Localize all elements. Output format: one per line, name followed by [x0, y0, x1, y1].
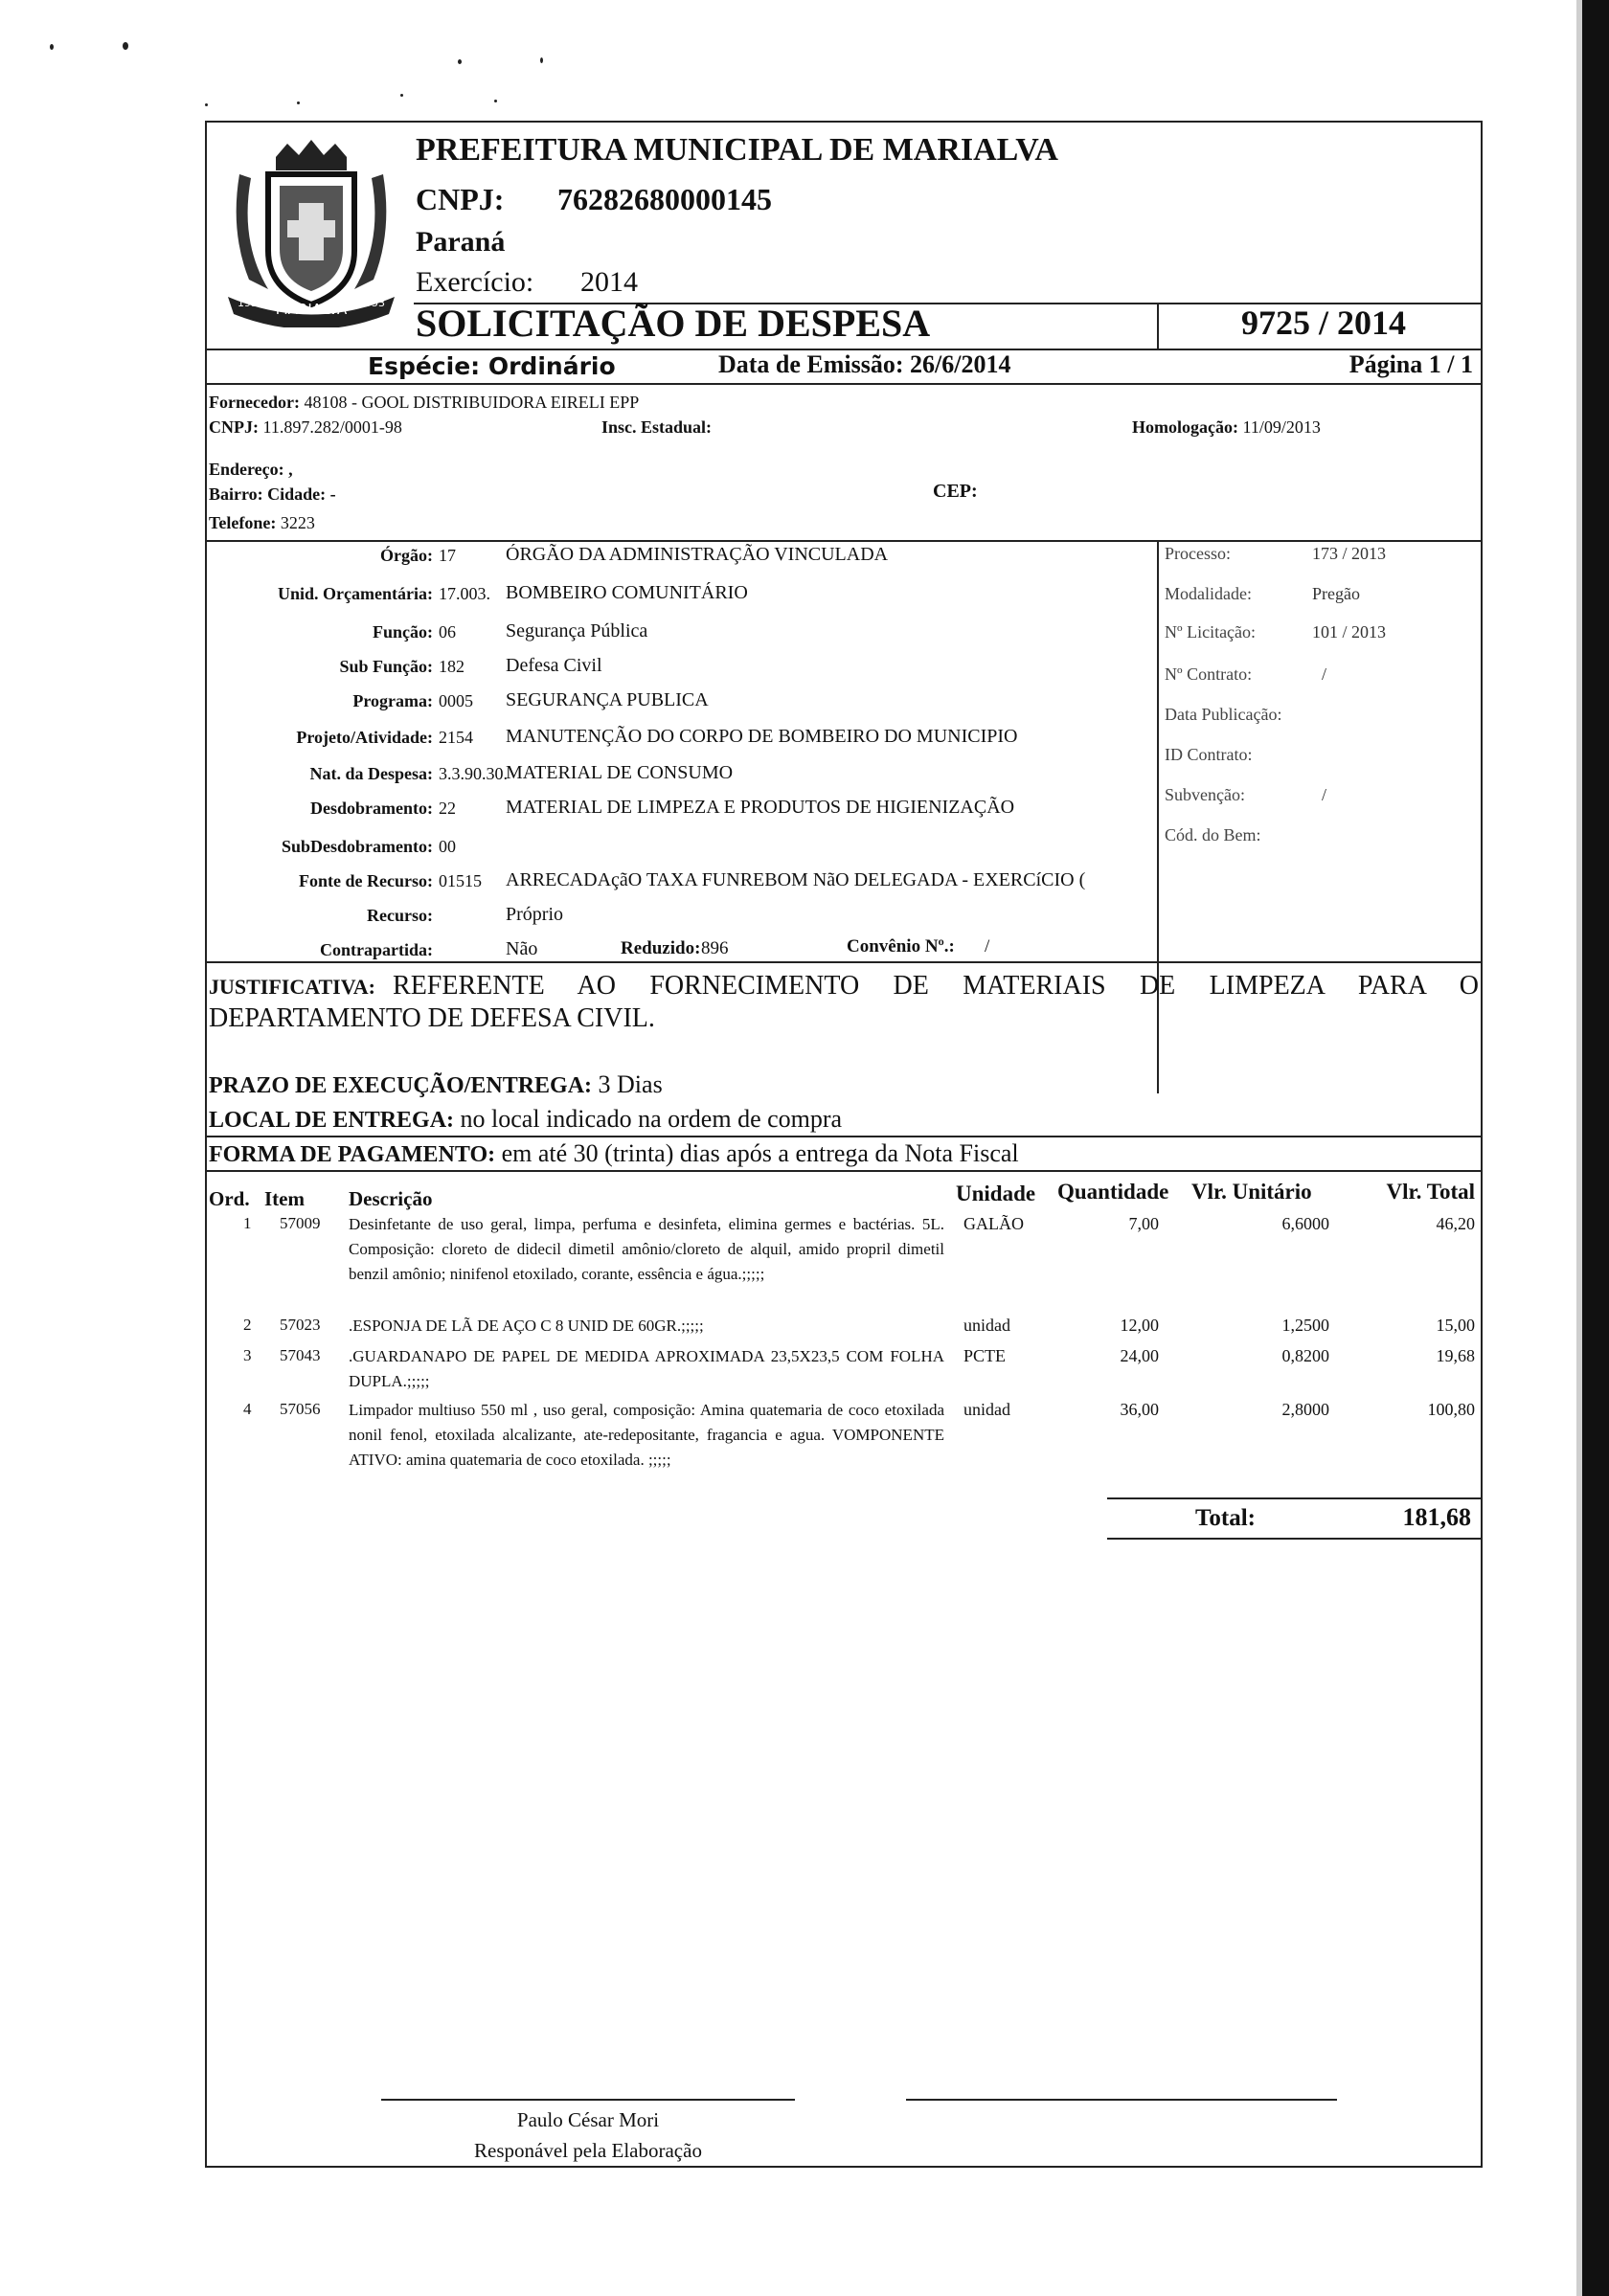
item-description: Desinfetante de uso geral, limpa, perfuma e desinfeta, elimina germes e bactérias. 5L. Composição: cloreto de didecil dimetil amônio/cloreto de alquil, amido propril dimetil benzil amônio; ninifenol etoxilado, corante, essência e água.;;;;; [349, 1215, 944, 1283]
scan-edge-black [1582, 0, 1609, 2296]
item-description: .GUARDANAPO DE PAPEL DE MEDIDA APROXIMADA 23,5X23,5 COM FOLHA DUPLA.;;;;; [349, 1347, 944, 1390]
item-vlr-unitario: 2,8000 [1281, 1400, 1329, 1419]
prazo-value: 3 Dias [598, 1070, 663, 1098]
insc-estadual-label: Insc. Estadual: [601, 417, 713, 437]
prazo-label: PRAZO DE EXECUÇÃO/ENTREGA: [209, 1073, 593, 1098]
bairro-line [209, 484, 336, 505]
total-bottom-rule [1107, 1538, 1483, 1540]
municipal-coat-of-arms-icon [220, 136, 402, 327]
budget-row-code: 0005 [439, 691, 473, 710]
org-name: PREFEITURA MUNICIPAL DE MARIALVA [416, 132, 1058, 168]
expense-request-form [205, 121, 1483, 2168]
local-rule [207, 1136, 1483, 1137]
telefone-line [209, 513, 315, 533]
justification-line2: DEPARTAMENTO DE DEFESA CIVIL. [209, 1003, 655, 1033]
data-emissao: Data de Emissão: 26/6/2014 [718, 350, 1011, 378]
emblem-year-left: 1951 [238, 297, 264, 309]
budget-row-code: 2154 [439, 728, 473, 747]
budget-row-label: Sub Função: [339, 657, 433, 676]
justification-line-1 [209, 971, 1479, 1002]
modalidade-label: Modalidade: [1165, 584, 1252, 603]
signature-line-left [381, 2099, 795, 2101]
scan-speck [458, 59, 462, 64]
item-quantidade: 36,00 [1120, 1400, 1159, 1419]
exercise-value: 2014 [580, 266, 638, 298]
homologacao-label: Homologação: [1132, 417, 1238, 437]
pagamento-label: FORMA DE PAGAMENTO: [209, 1142, 496, 1167]
convenio-label: Convênio Nº.: [847, 936, 955, 957]
exercise-label: Exercício: [416, 266, 534, 298]
contrato-value: / [1322, 664, 1327, 684]
licitacao-label: Nº Licitação: [1165, 622, 1257, 642]
budget-row-desc: MATERIAL DE LIMPEZA E PRODUTOS DE HIGIENIZAÇÃO [506, 797, 1015, 818]
item-code: 57043 [280, 1346, 321, 1364]
budget-row-desc: BOMBEIRO COMUNITÁRIO [506, 582, 748, 603]
signature-name: Paulo César Mori [516, 2108, 660, 2131]
scan-speck [494, 100, 497, 102]
signature-line-right [906, 2099, 1337, 2101]
budget-row-desc: Segurança Pública [506, 620, 648, 642]
budget-row-label: Recurso: [367, 906, 433, 925]
item-unidade: unidad [963, 1316, 1010, 1335]
subvencao-label: Subvenção: [1165, 785, 1245, 804]
total-value: 181,68 [1402, 1503, 1471, 1531]
budget-row-code: 01515 [439, 871, 482, 890]
budget-row-label: Nat. da Despesa: [309, 764, 433, 783]
budget-row-label: Programa: [352, 691, 433, 710]
header-cnpj-value: 76282680000145 [557, 182, 772, 216]
item-code: 57009 [280, 1214, 321, 1232]
reduzido-label: Reduzido: [621, 938, 701, 958]
scan-speck [205, 103, 208, 106]
budget-row-code: 17 [439, 546, 456, 565]
terms-bottom-rule [207, 1170, 1483, 1172]
prazo-line [209, 1070, 663, 1099]
budget-row-label: Desdobramento: [310, 799, 433, 818]
budget-row-code: 3.3.90.30. [439, 764, 508, 783]
cep-label: CEP: [933, 481, 978, 502]
item-vlr-total: 15,00 [1436, 1316, 1475, 1335]
col-unidade-header: Unidade [956, 1182, 1036, 1205]
doc-number: 9725 / 2014 [1241, 304, 1407, 342]
budget-bottom-rule [207, 961, 1483, 963]
supplier-cnpj-value: 11.897.282/0001-98 [262, 417, 402, 437]
budget-row-label: Função: [373, 622, 433, 642]
pagamento-line [209, 1139, 1019, 1168]
budget-row-code: 22 [439, 799, 456, 818]
item-code: 57023 [280, 1316, 321, 1334]
col-item-header: Item [264, 1187, 305, 1210]
local-line [209, 1105, 842, 1134]
justification-line1: REFERENTE AO FORNECIMENTO DE MATERIAIS DE LIMPEZA PARA O [393, 971, 1479, 1001]
item-unidade: PCTE [963, 1346, 1007, 1365]
convenio-value: / [985, 936, 990, 957]
col-vtotal-header: Vlr. Total [1386, 1180, 1475, 1204]
budget-row-label: Fonte de Recurso: [299, 871, 433, 890]
col-vunit-header: Vlr. Unitário [1191, 1180, 1312, 1204]
total-label: Total: [1195, 1505, 1256, 1531]
budget-row-desc: MANUTENÇÃO DO CORPO DE BOMBEIRO DO MUNICIPIO [506, 726, 1018, 747]
pagina: Página 1 / 1 [1348, 350, 1473, 378]
licitacao-value: 101 / 2013 [1312, 622, 1387, 642]
item-ord: 3 [243, 1346, 252, 1364]
budget-row-code: 00 [439, 837, 456, 856]
justification-label: JUSTIFICATIVA: [209, 975, 376, 999]
processo-label: Processo: [1165, 544, 1231, 563]
item-description: Limpador multiuso 550 ml , uso geral, composição: Amina quatemaria de coco etoxilada nonil fenol, etoxilada alcalizante, ate-redepositante, fragancia e agua. VOMPONENTE ATIVO: amina quatemaria de coco etoxilada. ;;;;; [349, 1401, 944, 1469]
local-label: LOCAL DE ENTREGA: [209, 1108, 455, 1133]
item-vlr-unitario: 0,8200 [1281, 1346, 1329, 1365]
homologacao-line [1132, 417, 1321, 438]
contrato-label: Nº Contrato: [1165, 664, 1253, 684]
scan-speck [50, 44, 54, 50]
item-vlr-unitario: 6,6000 [1281, 1214, 1329, 1233]
emblem-text: MARIALVA [275, 301, 348, 318]
budget-row-label: Contrapartida: [320, 940, 433, 959]
budget-row-code: 17.003. [439, 584, 490, 603]
item-description: .ESPONJA DE LÃ DE AÇO C 8 UNID DE 60GR.;;;;; [349, 1317, 704, 1335]
item-quantidade: 24,00 [1120, 1346, 1159, 1365]
scan-speck [540, 57, 543, 63]
especie: Espécie: Ordinário [368, 352, 616, 380]
budget-row-desc: ARRECADAçãO TAXA FUNREBOM NãO DELEGADA - EXERCíCIO ( [506, 869, 1086, 890]
supplier-cnpj-line [209, 417, 402, 438]
header-cnpj-label: CNPJ: [416, 182, 505, 216]
header-bottom-rule [207, 383, 1483, 385]
modalidade-value: Pregão [1312, 584, 1360, 603]
item-vlr-total: 19,68 [1436, 1346, 1475, 1365]
item-ord: 1 [243, 1214, 252, 1232]
header-state: Paraná [416, 226, 506, 258]
budget-row-code: 06 [439, 622, 456, 642]
item-unidade: unidad [963, 1400, 1010, 1419]
cod-bem-label: Cód. do Bem: [1165, 825, 1261, 844]
budget-row-label: SubDesdobramento: [281, 837, 433, 856]
item-unidade: GALÃO [963, 1214, 1024, 1233]
budget-row-desc: Defesa Civil [506, 655, 602, 676]
col-ord-header: Ord. [209, 1187, 250, 1210]
doc-title: SOLICITAÇÃO DE DESPESA [416, 302, 931, 345]
col-desc-header: Descrição [349, 1187, 433, 1210]
signature-role: Responável pela Elaboração [474, 2139, 702, 2162]
budget-row-label: Unid. Orçamentária: [278, 584, 433, 603]
budget-divider [1157, 540, 1159, 1093]
fornecedor-line [209, 393, 639, 413]
supplier-cnpj-label: CNPJ: [209, 417, 259, 437]
fornecedor-label: Fornecedor: [209, 393, 300, 412]
budget-row-label: Projeto/Atividade: [296, 728, 433, 747]
item-ord: 4 [243, 1400, 252, 1418]
processo-value: 173 / 2013 [1312, 544, 1387, 563]
emblem-year-right: 1953 [358, 297, 385, 309]
id-contrato-label: ID Contrato: [1165, 745, 1253, 764]
item-vlr-total: 46,20 [1436, 1214, 1475, 1233]
item-quantidade: 7,00 [1128, 1214, 1159, 1233]
telefone-value: 3223 [280, 513, 315, 532]
homologacao-value: 11/09/2013 [1242, 417, 1321, 437]
scan-speck [123, 42, 128, 50]
col-quantidade-header: Quantidade [1057, 1180, 1169, 1204]
item-vlr-total: 100,80 [1427, 1400, 1475, 1419]
supplier-bottom-rule [207, 540, 1483, 542]
item-quantidade: 12,00 [1120, 1316, 1159, 1335]
cidade-label: Cidade: - [267, 484, 336, 504]
fornecedor-value: 48108 - GOOL DISTRIBUIDORA EIRELI EPP [304, 393, 640, 412]
item-code: 57056 [280, 1400, 321, 1418]
budget-row-desc: SEGURANÇA PUBLICA [506, 689, 709, 710]
bairro-label: Bairro: [209, 484, 263, 504]
subvencao-value: / [1322, 785, 1327, 804]
budget-row-desc: ÓRGÃO DA ADMINISTRAÇÃO VINCULADA [506, 544, 889, 565]
item-vlr-unitario: 1,2500 [1281, 1316, 1329, 1335]
budget-row-code: 182 [439, 657, 465, 676]
budget-row-label: Órgão: [380, 546, 433, 565]
total-top-rule [1107, 1497, 1483, 1499]
budget-row-desc: MATERIAL DE CONSUMO [506, 762, 734, 783]
scan-speck [400, 94, 403, 97]
budget-row-desc: Não [506, 938, 538, 959]
title-divider [1157, 303, 1159, 349]
reduzido-value: 896 [701, 938, 729, 958]
scan-speck [297, 101, 300, 104]
pagamento-value: em até 30 (trinta) dias após a entrega da Nota Fiscal [501, 1139, 1019, 1167]
publicacao-label: Data Publicação: [1165, 705, 1282, 724]
local-value: no local indicado na ordem de compra [460, 1105, 843, 1133]
item-ord: 2 [243, 1316, 252, 1334]
endereco-label: Endereço: , [209, 460, 293, 479]
telefone-label: Telefone: [209, 513, 277, 532]
budget-row-desc: Próprio [506, 904, 563, 925]
